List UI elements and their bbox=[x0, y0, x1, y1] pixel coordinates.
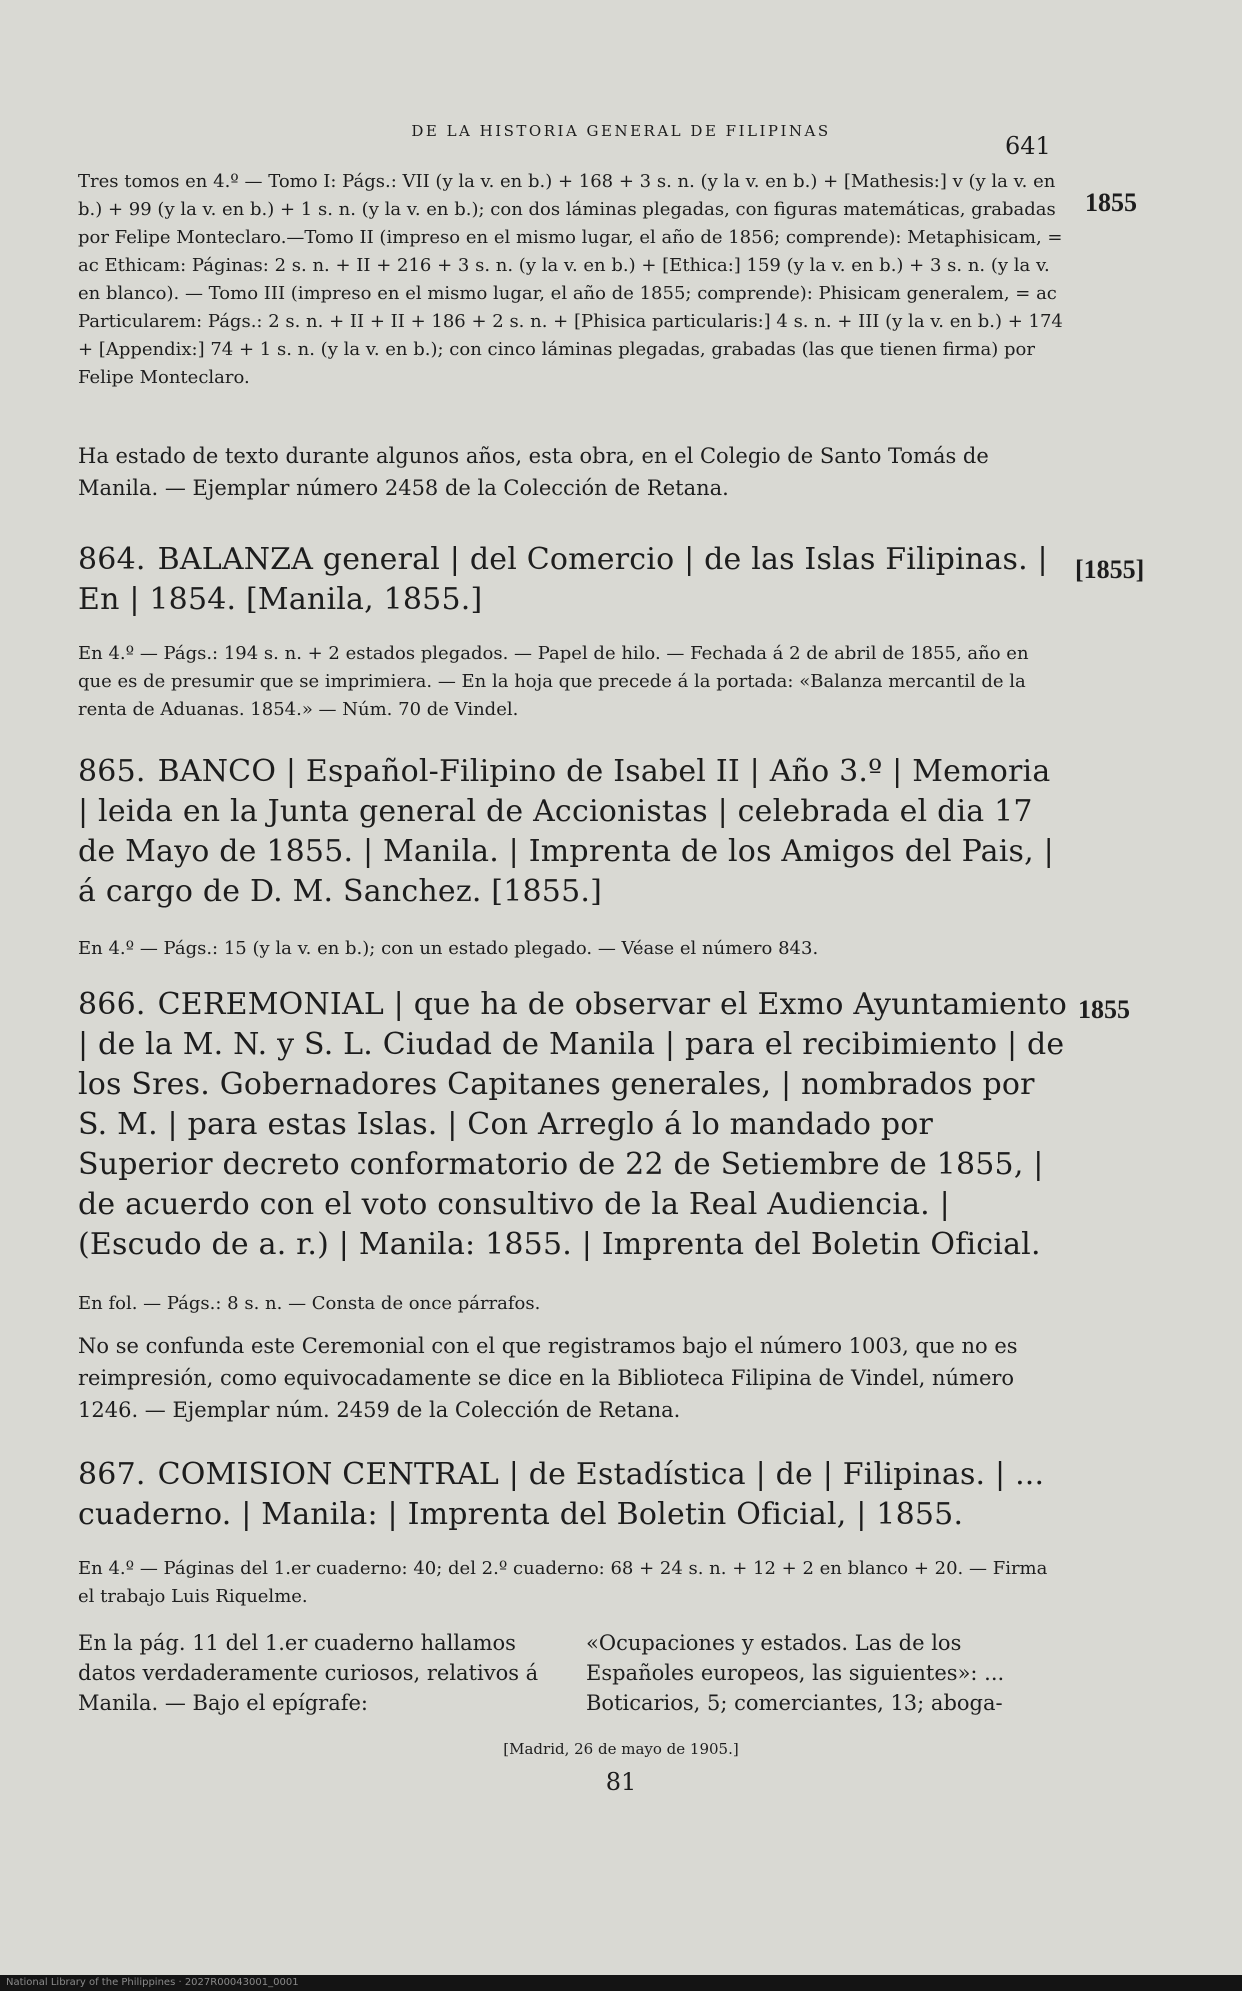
entry-title-text: COMISION CENTRAL | de Estadística | de | Filipinas. | ... cuaderno. | Manila: | Imprenta del Boletin Oficial, | 1855. bbox=[78, 1457, 1045, 1532]
page-number: 641 bbox=[1005, 132, 1051, 160]
margin-year-866: 1855 bbox=[1078, 995, 1130, 1024]
entry-number: 865. bbox=[78, 754, 146, 789]
entry-866-note: No se confunda este Ceremonial con el que registramos bajo el número 1003, que no es reimpresión, como equivocadamente se dice en la Biblioteca Filipina de Vindel, número 1246. — Ejemplar núm. 2459 de la Colección de Retana. bbox=[78, 1334, 1018, 1422]
entry-864-details: En 4.º — Págs.: 194 s. n. + 2 estados plegados. — Papel de hilo. — Fechada á 2 de abril de 1855, año en que es de presumir que se imprimiera. — En la hoja que precede á la portada: «Balanza mercantil de la renta de Aduanas. 1854.» — Núm. 70 de Vindel. bbox=[78, 643, 1029, 720]
scan-footer-strip: National Library of the Philippines · 2027R00043001_0001 bbox=[0, 1975, 1242, 1991]
two-column-text bbox=[78, 1628, 1068, 1718]
continuation-description: Tres tomos en 4.º — Tomo I: Págs.: VII (y la v. en b.) + 168 + 3 s. n. (y la v. en b.) + [Mathesis:] v (y la v. en b.) + 99 (y la v. en b.) + 1 s. n. (y la v. en b.); con dos láminas plegadas, con figuras matemáticas, grabadas por Felipe Monteclaro.—Tomo II (impreso en el mismo lugar, el año de 1856; comprende): Metaphisicam, = ac Ethicam: Páginas: 2 s. n. + II + 216 + 3 s. n. (y la v. en b.) + [Ethica:] 159 (y la v. en b.) + 3 s. n. (y la v. en blanco). — Tomo III (impreso en el mismo lugar, el año de 1855; comprende): Phisicam generalem, = ac Particularem: Págs.: 2 s. n. + II + II + 186 + 2 s. n. + [Phisica particularis:] 4 s. n. + III (y la v. en b.) + 174 + [Appendix:] 74 + 1 s. n. (y la v. en b.); con cinco láminas plegadas, grabadas (las que tienen firma) por Felipe Monteclaro. bbox=[78, 171, 1063, 388]
margin-year-864: [1855] bbox=[1075, 555, 1145, 584]
entry-864-title bbox=[78, 540, 1068, 620]
entry-number: 864. bbox=[78, 542, 146, 577]
entry-866-title bbox=[78, 985, 1068, 1265]
entry-number: 867. bbox=[78, 1457, 146, 1492]
imprint-date: [Madrid, 26 de mayo de 1905.] bbox=[503, 1740, 739, 1758]
entry-865-title bbox=[78, 752, 1068, 912]
entry-867-details: En 4.º — Páginas del 1.er cuaderno: 40; del 2.º cuaderno: 68 + 24 s. n. + 12 + 2 en blanco + 20. — Firma el trabajo Luis Riquelme. bbox=[78, 1558, 1048, 1607]
running-title: DE LA HISTORIA GENERAL DE FILIPINAS bbox=[411, 122, 831, 140]
entry-866-details: En fol. — Págs.: 8 s. n. — Consta de once párrafos. bbox=[78, 1293, 541, 1314]
entry-865-details: En 4.º — Págs.: 15 (y la v. en b.); con un estado plegado. — Véase el número 843. bbox=[78, 938, 819, 959]
left-column: En la pág. 11 del 1.er cuaderno hallamos datos verdaderamente curiosos, relativos á Manila. — Bajo el epígrafe: bbox=[78, 1631, 539, 1715]
entry-title-text: BANCO | Español-Filipino de Isabel II | Año 3.º | Memoria | leida en la Junta general de Accionistas | celebrada el dia 17 de Mayo de 1855. | Manila. | Imprenta de los Amigos del Pais, | á cargo de D. M. Sanchez. [1855.] bbox=[78, 754, 1054, 909]
entry-number: 866. bbox=[78, 987, 146, 1022]
entry-title-text: CEREMONIAL | que ha de observar el Exmo Ayuntamiento | de la M. N. y S. L. Ciudad de Manila | para el recibimiento | de los Sres. Gobernadores Capitanes generales, | nombrados por S. M. | para estas Islas. | Con Arreglo á lo mandado por Superior decreto conformatorio de 22 de Setiembre de 1855, | de acuerdo con el voto consultivo de la Real Audiencia. | (Escudo de a. r.) | Manila: 1855. | Imprenta del Boletin Oficial. bbox=[78, 987, 1068, 1262]
right-column: «Ocupaciones y estados. Las de los Españoles europeos, las siguientes»: ... Boticarios, 5; comerciantes, 13; aboga- bbox=[586, 1631, 1005, 1715]
entry-867-title bbox=[78, 1455, 1068, 1535]
continuation-note: Ha estado de texto durante algunos años, esta obra, en el Colegio de Santo Tomás de Manila. — Ejemplar número 2458 de la Colección de Retana. bbox=[78, 444, 989, 500]
margin-year-top: 1855 bbox=[1085, 188, 1137, 217]
signature-mark: 81 bbox=[605, 1768, 637, 1796]
entry-title-text: BALANZA general | del Comercio | de las Islas Filipinas. | En | 1854. [Manila, 1855.] bbox=[78, 542, 1048, 617]
